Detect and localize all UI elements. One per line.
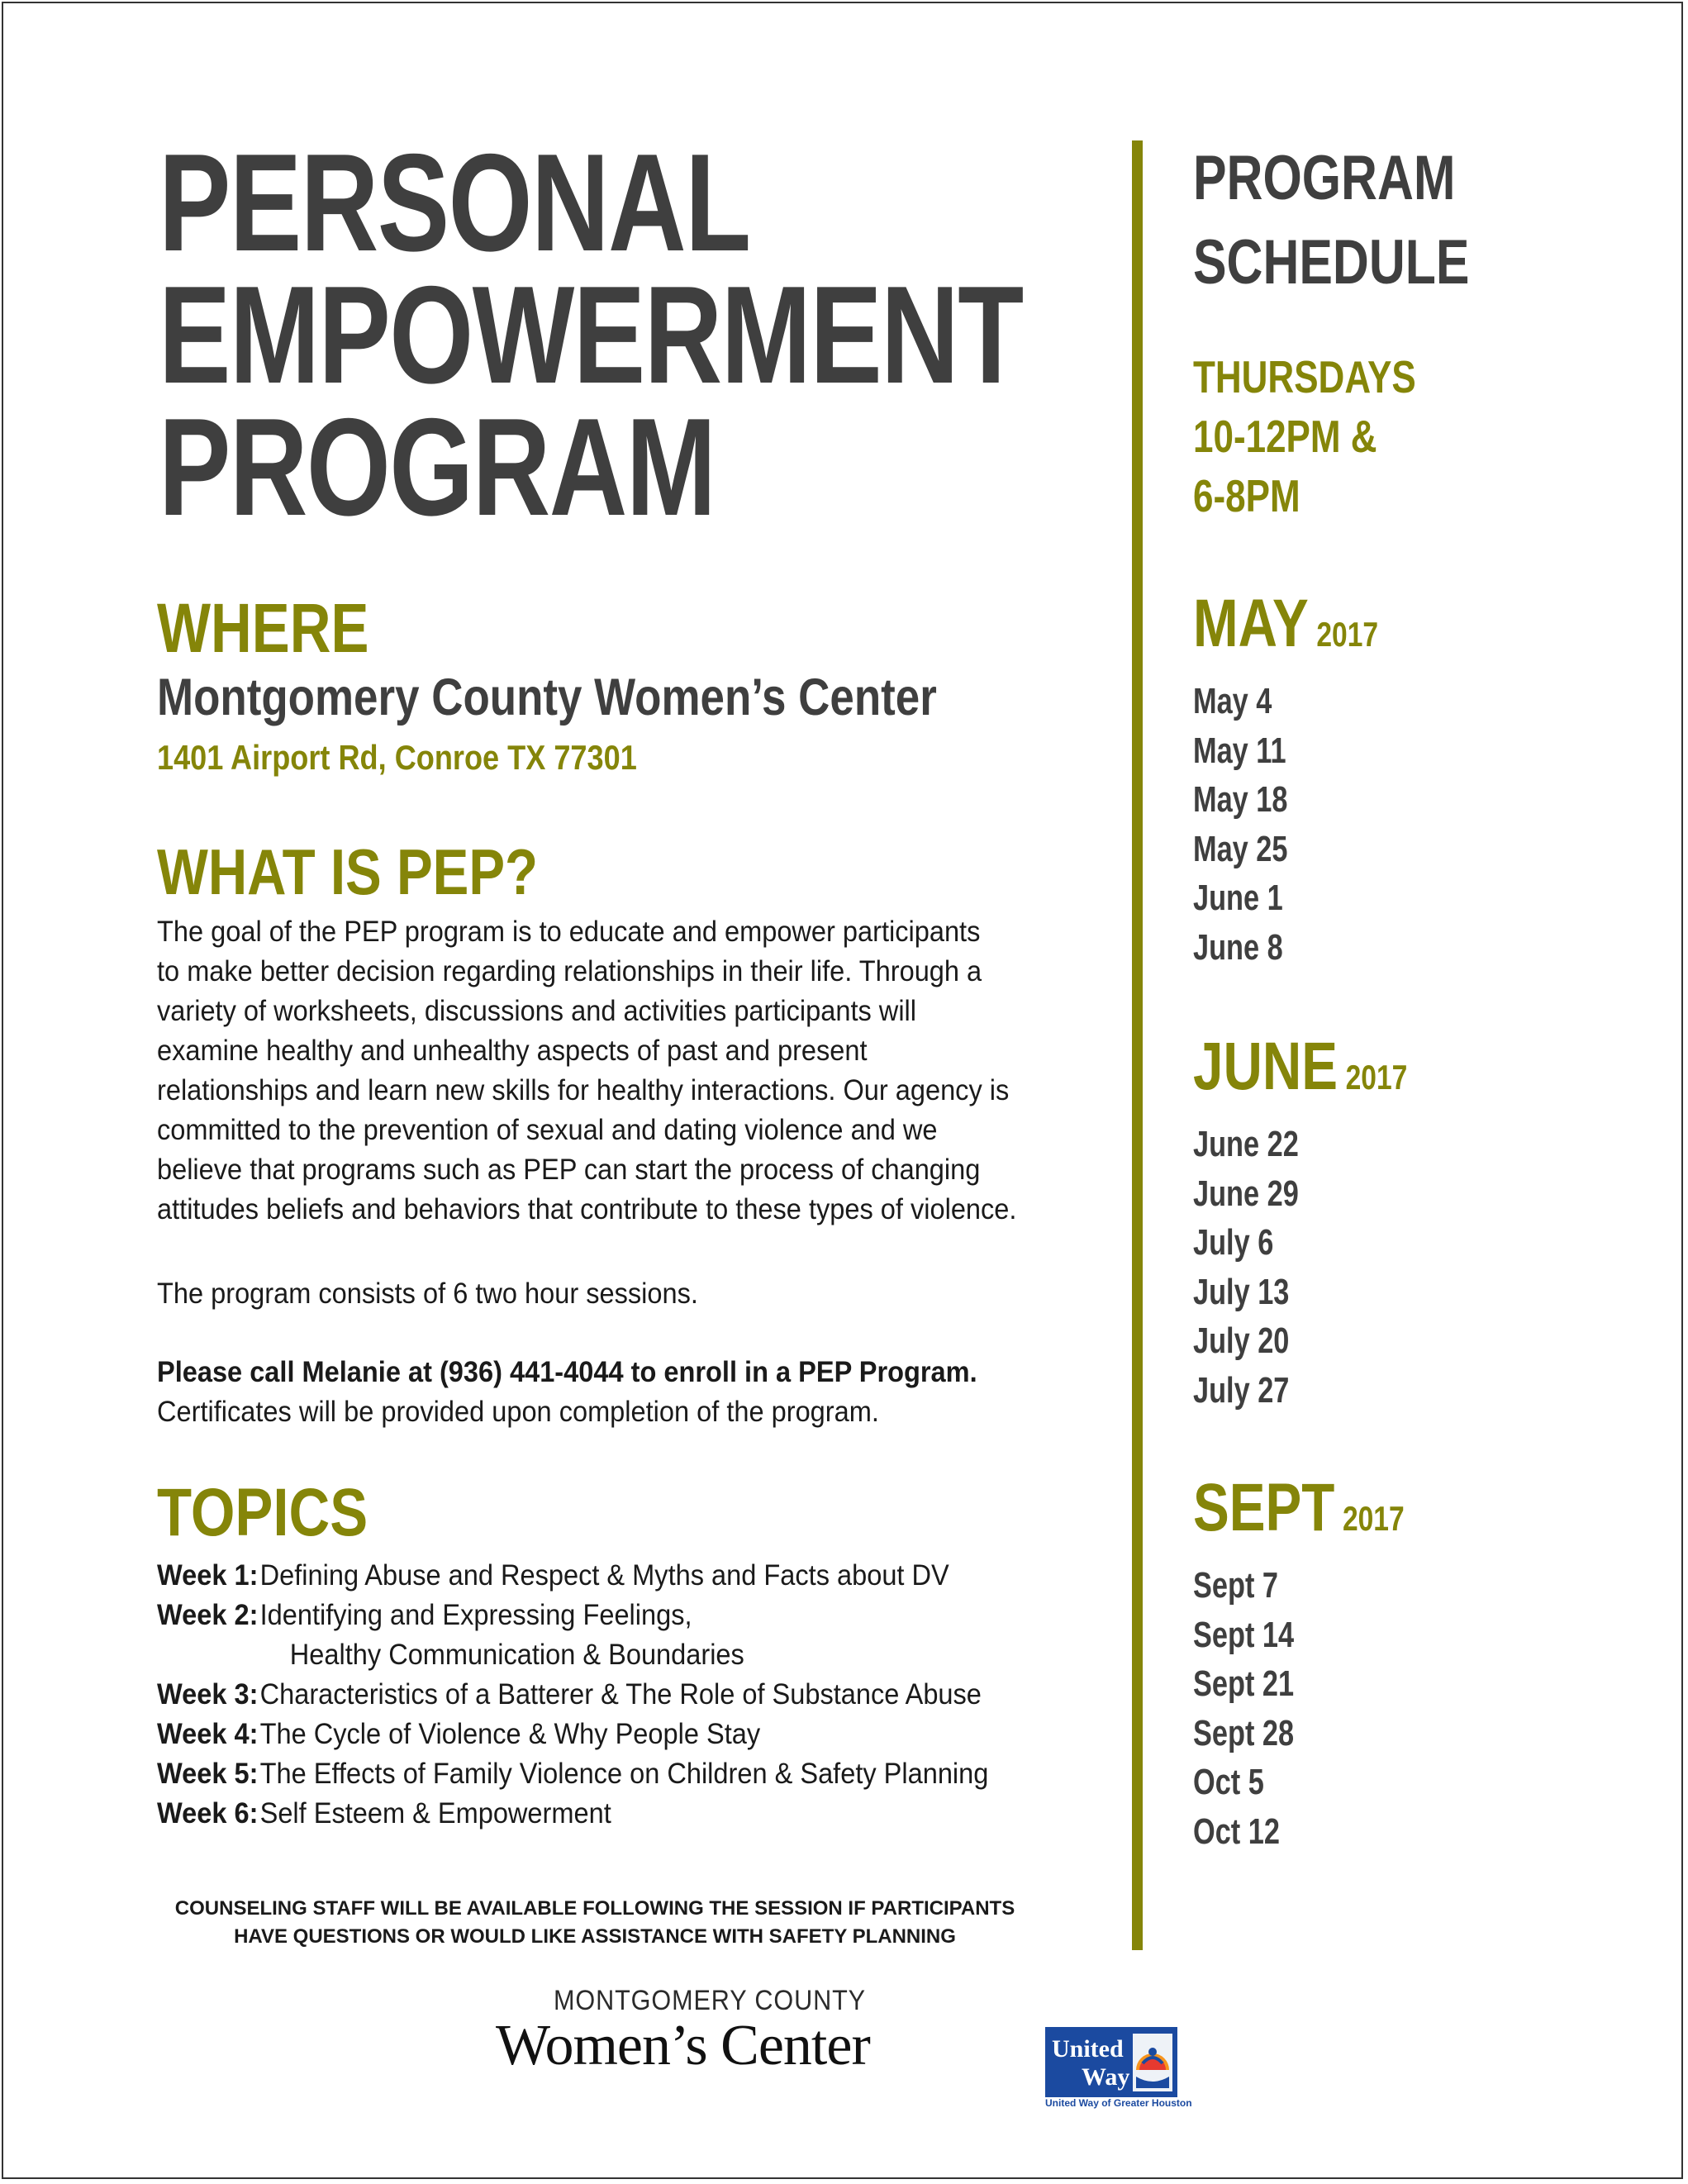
schedule-time-line: THURSDAYS bbox=[1193, 351, 1416, 402]
page-title bbox=[159, 125, 1023, 545]
center-name: Montgomery County Women’s Center bbox=[157, 669, 937, 726]
topic-week: Week 6: bbox=[157, 1797, 259, 1830]
date-item: Oct 12 bbox=[1193, 1810, 1280, 1852]
logo-line-county: MONTGOMERY COUNTY bbox=[554, 1985, 866, 2016]
topic-text: Characteristics of a Batterer & The Role of Substance Abuse bbox=[259, 1678, 982, 1711]
united-way-text-1: United bbox=[1052, 2035, 1124, 2063]
topic-item bbox=[157, 1754, 1041, 1794]
description-line: committed to the prevention of sexual and dating violence and we bbox=[157, 1114, 938, 1146]
date-item: Sept 28 bbox=[1193, 1712, 1295, 1753]
date-item: June 8 bbox=[1193, 926, 1283, 968]
month-year: 2017 bbox=[1316, 615, 1379, 654]
month-name: SEPT bbox=[1193, 1470, 1335, 1545]
date-item: Sept 7 bbox=[1193, 1565, 1278, 1606]
counseling-note-line: COUNSELING STAFF WILL BE AVAILABLE FOLLOWING THE SESSION IF PARTICIPANTS bbox=[174, 1897, 1015, 1920]
date-item: June 29 bbox=[1193, 1173, 1299, 1214]
date-list bbox=[1193, 1120, 1461, 1416]
date-item: Sept 14 bbox=[1193, 1614, 1295, 1655]
topic-text: Self Esteem & Empowerment bbox=[259, 1797, 611, 1830]
schedule-title-line: PROGRAM bbox=[1193, 143, 1456, 213]
sessions-text: The program consists of 6 two hour sessions. bbox=[157, 1278, 698, 1310]
description-line: variety of worksheets, discussions and activities participants will bbox=[157, 995, 917, 1027]
title-line-3: PROGRAM bbox=[159, 389, 716, 545]
description-line: examine healthy and unhealthy aspects of past and present bbox=[157, 1035, 868, 1067]
column-divider bbox=[1132, 140, 1143, 1950]
topic-item bbox=[157, 1715, 1041, 1754]
description-line: to make better decision regarding relationships in their life. Through a bbox=[157, 955, 982, 987]
title-line-2: EMPOWERMENT bbox=[159, 257, 1023, 412]
month-heading bbox=[1193, 588, 1378, 670]
month-name: JUNE bbox=[1193, 1029, 1338, 1104]
counseling-note-line: HAVE QUESTIONS OR WOULD LIKE ASSISTANCE WITH SAFETY PLANNING bbox=[234, 1925, 956, 1948]
date-item: May 11 bbox=[1193, 730, 1286, 771]
date-item: June 22 bbox=[1193, 1124, 1299, 1164]
date-item: June 1 bbox=[1193, 878, 1283, 919]
month-heading bbox=[1193, 1031, 1407, 1113]
description-line: relationships and learn new skills for healthy interactions. Our agency is bbox=[157, 1074, 1010, 1106]
schedule-title-line: SCHEDULE bbox=[1193, 227, 1470, 297]
logo-line-center: Women’s Center bbox=[496, 2014, 870, 2077]
month-block-sept bbox=[1193, 1470, 1457, 1857]
date-item: Sept 21 bbox=[1193, 1663, 1295, 1705]
month-year: 2017 bbox=[1342, 1499, 1405, 1538]
what-is-pep-heading: WHAT IS PEP? bbox=[157, 835, 539, 908]
description-line: The goal of the PEP program is to educate and empower participants bbox=[157, 916, 981, 948]
date-list bbox=[1193, 677, 1424, 973]
description-line: believe that programs such as PEP can start the process of changing bbox=[157, 1154, 981, 1186]
topic-text: Identifying and Expressing Feelings, bbox=[259, 1599, 692, 1631]
date-item: Oct 5 bbox=[1193, 1762, 1264, 1803]
womens-center-logo bbox=[496, 1983, 1041, 2091]
topic-week: Week 4: bbox=[157, 1718, 259, 1750]
date-item: July 6 bbox=[1193, 1222, 1274, 1263]
certificates-text: Certificates will be provided upon completion of the program. bbox=[157, 1396, 879, 1428]
date-item: July 27 bbox=[1193, 1369, 1290, 1411]
united-way-caption: United Way of Greater Houston bbox=[1045, 2097, 1192, 2109]
month-heading bbox=[1193, 1470, 1405, 1554]
title-line-1: PERSONAL bbox=[159, 125, 750, 280]
date-item: May 25 bbox=[1193, 828, 1288, 869]
topic-text: Healthy Communication & Boundaries bbox=[259, 1639, 744, 1671]
counseling-note bbox=[157, 1895, 1033, 1951]
date-item: July 13 bbox=[1193, 1271, 1290, 1312]
topic-item bbox=[157, 1794, 1041, 1834]
center-address: 1401 Airport Rd, Conroe TX 77301 bbox=[157, 738, 637, 777]
month-block-may bbox=[1193, 588, 1424, 973]
topic-item bbox=[157, 1675, 1041, 1715]
topic-item bbox=[157, 1556, 1041, 1596]
schedule-time-line: 10-12PM & bbox=[1193, 411, 1377, 462]
united-way-text-2: Way bbox=[1082, 2063, 1130, 2091]
date-list bbox=[1193, 1561, 1457, 1857]
topic-week: Week 2: bbox=[157, 1599, 259, 1631]
schedule-times bbox=[1193, 347, 1416, 526]
enroll-call-text: Please call Melanie at (936) 441-4044 to enroll in a PEP Program. bbox=[157, 1356, 977, 1388]
topic-item-continued bbox=[157, 1635, 1041, 1675]
description-line: attitudes beliefs and behaviors that contribute to these types of violence. bbox=[157, 1193, 1017, 1225]
date-item: May 4 bbox=[1193, 681, 1272, 721]
pep-description bbox=[157, 912, 1033, 1230]
month-name: MAY bbox=[1193, 586, 1309, 661]
topic-text: The Cycle of Violence & Why People Stay bbox=[259, 1718, 761, 1750]
topic-text: The Effects of Family Violence on Children & Safety Planning bbox=[259, 1758, 989, 1790]
where-heading: WHERE bbox=[157, 589, 369, 667]
date-item: July 20 bbox=[1193, 1320, 1290, 1362]
month-year: 2017 bbox=[1345, 1058, 1408, 1097]
united-way-logo bbox=[1045, 2027, 1177, 2097]
topic-week: Week 1: bbox=[157, 1559, 259, 1592]
topic-week: Week 5: bbox=[157, 1758, 259, 1790]
topics-list bbox=[157, 1556, 1041, 1834]
date-item: May 18 bbox=[1193, 779, 1288, 821]
topic-item bbox=[157, 1596, 1041, 1635]
topic-text: Defining Abuse and Respect & Myths and Facts about DV bbox=[259, 1559, 949, 1592]
schedule-time-line: 6-8PM bbox=[1193, 470, 1300, 521]
enroll-info bbox=[157, 1353, 1033, 1432]
month-block-june bbox=[1193, 1031, 1461, 1416]
united-way-symbol-icon bbox=[1133, 2034, 1172, 2091]
topics-heading: TOPICS bbox=[157, 1475, 369, 1550]
schedule-title bbox=[1193, 136, 1469, 305]
topic-week: Week 3: bbox=[157, 1678, 259, 1711]
